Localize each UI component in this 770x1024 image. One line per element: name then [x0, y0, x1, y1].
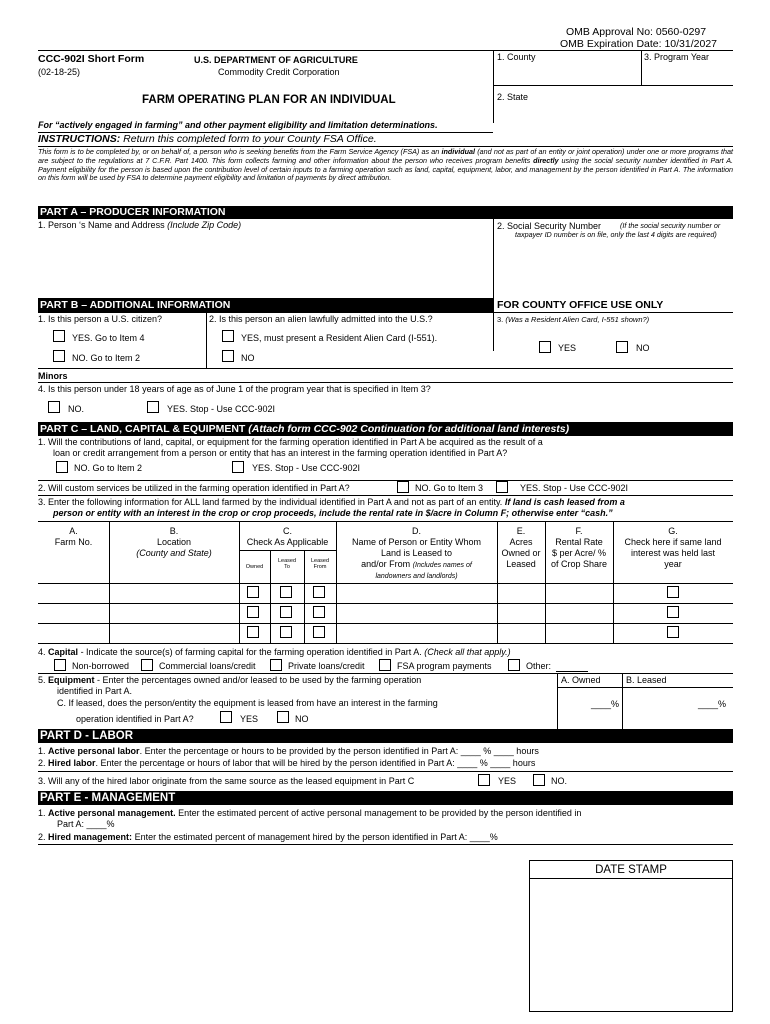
active-labor-text: . Enter the percentage or hours to be provided by the person identified in Part A: ____ % ____ hours	[139, 746, 539, 756]
equipment-owned-percent[interactable]: ____%	[591, 699, 620, 709]
equipment-text-line2: identified in Part A.	[57, 686, 133, 696]
col-e-title3: Leased	[506, 559, 536, 569]
col-b-header	[109, 526, 239, 559]
land-instructions-bold1: If land is cash leased from a	[504, 497, 625, 507]
hired-management-bold: Hired management:	[48, 832, 133, 842]
resident-card-text: (Was a Resident Alien Card, I-551 shown?)	[505, 315, 650, 324]
col-e-letter: E.	[516, 526, 526, 536]
active-labor-question	[38, 746, 539, 757]
col-e-title1: Acres	[509, 537, 533, 547]
notice-part-2: (and not as part of an entity or joint operation) under one or more programs that are subject to the regulations at 7 C.F.R. Part 1400. This form collects farming and other information about the person who receives program benefits	[38, 147, 734, 165]
row1-leased-from-checkbox[interactable]	[313, 586, 325, 598]
part-d-heading: PART D - LABOR	[38, 729, 733, 743]
row3-same-last-year-checkbox[interactable]	[667, 626, 679, 638]
person-name-address-field[interactable]	[40, 234, 490, 296]
sub-agency-name: Commodity Credit Corporation	[218, 67, 340, 77]
equipment-question	[38, 675, 421, 686]
part-a-heading: PART A – PRODUCER INFORMATION	[38, 206, 733, 219]
alien-yes-label: YES, must present a Resident Alien Card (I-551).	[241, 333, 438, 343]
col-d-hint: (Includes names of	[412, 562, 472, 569]
col-g-title3: year	[664, 559, 682, 569]
resident-card-no-checkbox[interactable]	[616, 341, 628, 353]
active-management-text: Enter the estimated percent of active personal management to be provided by the person identified in	[178, 808, 582, 818]
row2-same-last-year-checkbox[interactable]	[667, 606, 679, 618]
loan-yes-checkbox[interactable]	[232, 461, 244, 473]
row1-owned-checkbox[interactable]	[247, 586, 259, 598]
capital-question	[38, 647, 511, 658]
labor-source-no-checkbox[interactable]	[533, 774, 545, 786]
capital-commercial-label: Commercial loans/credit	[159, 661, 256, 671]
equipment-lessor-yes-checkbox[interactable]	[220, 711, 232, 723]
date-stamp-box	[529, 860, 733, 1012]
row3-leased-from-checkbox[interactable]	[313, 626, 325, 638]
col-f-title2: $ per Acre/ %	[551, 548, 607, 558]
col-c-leased-from-header	[304, 558, 336, 571]
name-label-text: 1. Person ‘s Name and Address	[38, 220, 165, 230]
col-d-hint2: landowners and landlords)	[375, 573, 458, 580]
row1-same-last-year-checkbox[interactable]	[667, 586, 679, 598]
capital-hint: (Check all that apply.)	[424, 647, 511, 657]
alien-no-label: NO	[241, 353, 255, 363]
col-d-title1: Name of Person or Entity Whom	[351, 537, 482, 547]
custom-services-no-checkbox[interactable]	[397, 481, 409, 493]
alien-yes-checkbox[interactable]	[222, 330, 234, 342]
hired-labor-text: . Enter the percentage or hours of labor that will be hired by the person identified in Part A: ____ % ____ hours	[95, 758, 536, 768]
equipment-leased-label: B. Leased	[626, 675, 667, 685]
resident-card-yes-checkbox[interactable]	[539, 341, 551, 353]
privacy-notice	[38, 148, 733, 183]
hired-management-question	[38, 832, 498, 843]
instructions-text: Return this completed form to your County FSA Office.	[123, 133, 377, 145]
citizen-yes-checkbox[interactable]	[53, 330, 65, 342]
col-e-title2: Owned or	[501, 548, 541, 558]
form-number: CCC-902I Short Form	[38, 53, 145, 65]
col-g-title1: Check here if same land	[624, 537, 722, 547]
capital-private-label: Private loans/credit	[288, 661, 365, 671]
custom-services-yes-label: YES. Stop - Use CCC-902I	[520, 483, 629, 493]
col-c-header	[239, 526, 336, 548]
col-c-leased-to-1: Leased	[277, 558, 297, 564]
equipment-lessor-no-label: NO	[295, 714, 309, 724]
col-f-title3: of Crop Share	[550, 559, 608, 569]
ssn-hint: (If the social security number or taxpayer ID number is on file, only the last 4 digits are required)	[515, 221, 721, 240]
row2-owned-checkbox[interactable]	[247, 606, 259, 618]
county-office-heading: FOR COUNTY OFFICE USE ONLY	[497, 299, 664, 311]
name-label-hint: (Include Zip Code)	[167, 220, 242, 230]
custom-services-question: 2. Will custom services be utilized in the farming operation identified in Part A?	[38, 483, 350, 493]
col-d-title3: and/or From	[361, 559, 411, 569]
capital-text: - Indicate the source(s) of farming capital for the farming operation identified in Part A.	[80, 647, 422, 657]
col-c-letter: C.	[283, 526, 292, 536]
minors-heading: Minors	[38, 371, 68, 381]
notice-individual: individual	[441, 147, 476, 156]
equipment-leased-percent[interactable]: ____%	[698, 699, 727, 709]
citizen-yes-label: YES. Go to Item 4	[72, 333, 145, 343]
col-c-title: Check As Applicable	[246, 537, 329, 547]
part-e-heading: PART E - MANAGEMENT	[38, 791, 733, 805]
row1-leased-to-checkbox[interactable]	[280, 586, 292, 598]
notice-directly: directly	[533, 155, 559, 165]
capital-other-label: Other:	[526, 661, 552, 671]
equipment-text: - Enter the percentages owned and/or leased to be used by the farming operation	[97, 675, 422, 685]
loan-question-line1: 1. Will the contributions of land, capital, or equipment for the farming operation identified in Part A be acquired as the result of a	[38, 437, 543, 447]
capital-non-borrowed-label: Non-borrowed	[72, 661, 130, 671]
col-f-letter: F.	[575, 526, 583, 536]
col-b-hint: (County and State)	[136, 548, 212, 558]
col-c-leased-to-header	[270, 558, 304, 571]
purpose-statement: For “actively engaged in farming” and other payment eligibility and limitation determinations.	[38, 120, 438, 130]
col-d-header	[336, 526, 497, 582]
omb-approval: OMB Approval No: 0560-0297	[566, 26, 707, 38]
resident-card-num: 3.	[497, 315, 504, 324]
hired-labor-num: 2.	[38, 758, 46, 768]
col-b-title: Location	[156, 537, 192, 547]
labor-source-yes-checkbox[interactable]	[478, 774, 490, 786]
county-label: 1. County	[497, 52, 536, 62]
part-c-heading-text: PART C – LAND, CAPITAL & EQUIPMENT	[40, 423, 246, 435]
row3-owned-checkbox[interactable]	[247, 626, 259, 638]
equipment-lessor-yes-label: YES	[240, 714, 259, 724]
ssn-field[interactable]	[497, 258, 730, 296]
minor-no-label: NO.	[68, 404, 85, 414]
equipment-lessor-no-checkbox[interactable]	[277, 711, 289, 723]
active-management-bold: Active personal management.	[48, 808, 176, 818]
custom-services-no-label: NO. Go to Item 3	[415, 483, 484, 493]
alien-question: 2. Is this person an alien lawfully admitted into the U.S.?	[209, 314, 433, 324]
row3-leased-to-checkbox[interactable]	[280, 626, 292, 638]
instructions	[38, 133, 377, 146]
minor-yes-label: YES. Stop - Use CCC-902I	[167, 404, 276, 414]
active-management-num: 1.	[38, 808, 46, 818]
hired-management-text: Enter the estimated percent of management hired by the person identified in Part A: ____%	[134, 832, 498, 842]
active-management-question	[38, 808, 581, 819]
resident-card-yes-label: YES	[558, 343, 577, 353]
capital-non-borrowed-checkbox[interactable]	[54, 659, 66, 671]
form-date: (02-18-25)	[38, 67, 81, 77]
row2-leased-from-checkbox[interactable]	[313, 606, 325, 618]
citizen-no-label: NO. Go to Item 2	[72, 353, 141, 363]
person-name-label	[38, 220, 241, 231]
part-c-heading	[38, 422, 733, 436]
part-c-heading-note: (Attach form CCC-902 Continuation for additional land interests)	[248, 423, 570, 435]
capital-other-checkbox[interactable]	[508, 659, 520, 671]
minor-no-checkbox[interactable]	[48, 401, 60, 413]
capital-bold: Capital	[48, 647, 79, 657]
col-a-title: Farm No.	[54, 537, 93, 547]
col-d-title2: Land is Leased to	[380, 548, 453, 558]
equipment-owned-label: A. Owned	[561, 675, 601, 685]
capital-num: 4.	[38, 647, 46, 657]
col-g-header	[613, 526, 733, 570]
equipment-lessor-question: C. If leased, does the person/entity the equipment is leased from have an interest in the farming	[57, 698, 438, 708]
resident-card-question	[497, 315, 649, 324]
instructions-label: INSTRUCTIONS:	[38, 133, 121, 145]
land-instructions-line2: person or entity with an interest in the crop or crop proceeds, include the rental rate in $/acre in Column F; otherwise enter “cash.”	[53, 508, 613, 518]
loan-yes-label: YES. Stop - Use CCC-902I	[252, 463, 361, 473]
capital-private-checkbox[interactable]	[270, 659, 282, 671]
col-c-owned-header: Owned	[245, 564, 264, 570]
equipment-bold: Equipment	[48, 675, 95, 685]
agency-name: U.S. DEPARTMENT OF AGRICULTURE	[194, 55, 358, 65]
capital-fsa-label: FSA program payments	[397, 661, 492, 671]
date-stamp-label: DATE STAMP	[530, 861, 732, 879]
ssn-label: 2. Social Security Number	[497, 221, 602, 231]
col-f-title1: Rental Rate	[555, 537, 603, 547]
land-instructions-text: 3. Enter the following information for ALL land farmed by the individual identified in Part A and not as part of an entity.	[38, 497, 503, 507]
col-c-leased-to-2: To	[284, 564, 290, 571]
col-a-header	[38, 526, 109, 548]
col-b-letter: B.	[169, 526, 179, 536]
hired-management-num: 2.	[38, 832, 46, 842]
minor-yes-checkbox[interactable]	[147, 401, 159, 413]
land-instructions-line1	[38, 497, 625, 508]
capital-fsa-checkbox[interactable]	[379, 659, 391, 671]
loan-no-label: NO. Go to Item 2	[74, 463, 143, 473]
labor-source-yes-label: YES	[498, 776, 517, 786]
citizen-question: 1. Is this person a U.S. citizen?	[38, 314, 163, 324]
row2-leased-to-checkbox[interactable]	[280, 606, 292, 618]
alien-no-checkbox[interactable]	[222, 350, 234, 362]
col-g-letter: G.	[668, 526, 678, 536]
loan-no-checkbox[interactable]	[56, 461, 68, 473]
active-labor-bold: Active personal labor	[48, 746, 140, 756]
col-c-leased-from-1: Leased	[310, 558, 330, 564]
active-labor-num: 1.	[38, 746, 46, 756]
loan-question-line2: loan or credit arrangement from a person or entity that has an interest in the farming operation identified in Part A?	[53, 448, 508, 458]
hired-labor-source-question: 3. Will any of the hired labor originate from the same source as the leased equipment in Part C	[38, 776, 415, 786]
col-d-letter: D.	[412, 526, 421, 536]
omb-expiration: OMB Expiration Date: 10/31/2027	[560, 38, 718, 50]
citizen-no-checkbox[interactable]	[53, 350, 65, 362]
page-title: FARM OPERATING PLAN FOR AN INDIVIDUAL	[142, 94, 396, 106]
notice-part-1: This form is to be completed by, or on behalf of, a person who is seeking benefits from the Farm Service Agency (FSA) as an	[38, 147, 440, 156]
col-f-header	[545, 526, 613, 570]
active-management-line2: Part A: ____%	[57, 819, 115, 829]
equipment-lessor-question-line2: operation identified in Part A?	[76, 714, 194, 724]
capital-commercial-checkbox[interactable]	[141, 659, 153, 671]
custom-services-yes-checkbox[interactable]	[496, 481, 508, 493]
labor-source-no-label: NO.	[551, 776, 568, 786]
col-g-title2: interest was held last	[630, 548, 716, 558]
equipment-num: 5.	[38, 675, 46, 685]
program-year-label: 3. Program Year	[644, 52, 710, 62]
state-label: 2. State	[497, 92, 529, 102]
notice-part-3: using the social security number identified in Part A. Payment eligibility for the person is based upon the contribution level of certain inputs to a farming operation such as land, capital, equipment, labor, and management by the person identified in Part A. The information on this form will be used by FSA to determine payment eligibility and limitation of payments by direct attribution.	[38, 155, 733, 183]
col-e-header	[497, 526, 545, 570]
minor-question: 4. Is this person under 18 years of age as of June 1 of the program year that is specified in Item 3?	[38, 384, 431, 394]
hired-labor-question	[38, 758, 535, 769]
col-a-letter: A.	[69, 526, 78, 536]
col-c-leased-from-2: From	[313, 564, 327, 571]
hired-labor-bold: Hired labor	[48, 758, 96, 768]
part-b-heading: PART B – ADDITIONAL INFORMATION	[38, 298, 493, 312]
resident-card-no-label: NO	[636, 343, 650, 353]
